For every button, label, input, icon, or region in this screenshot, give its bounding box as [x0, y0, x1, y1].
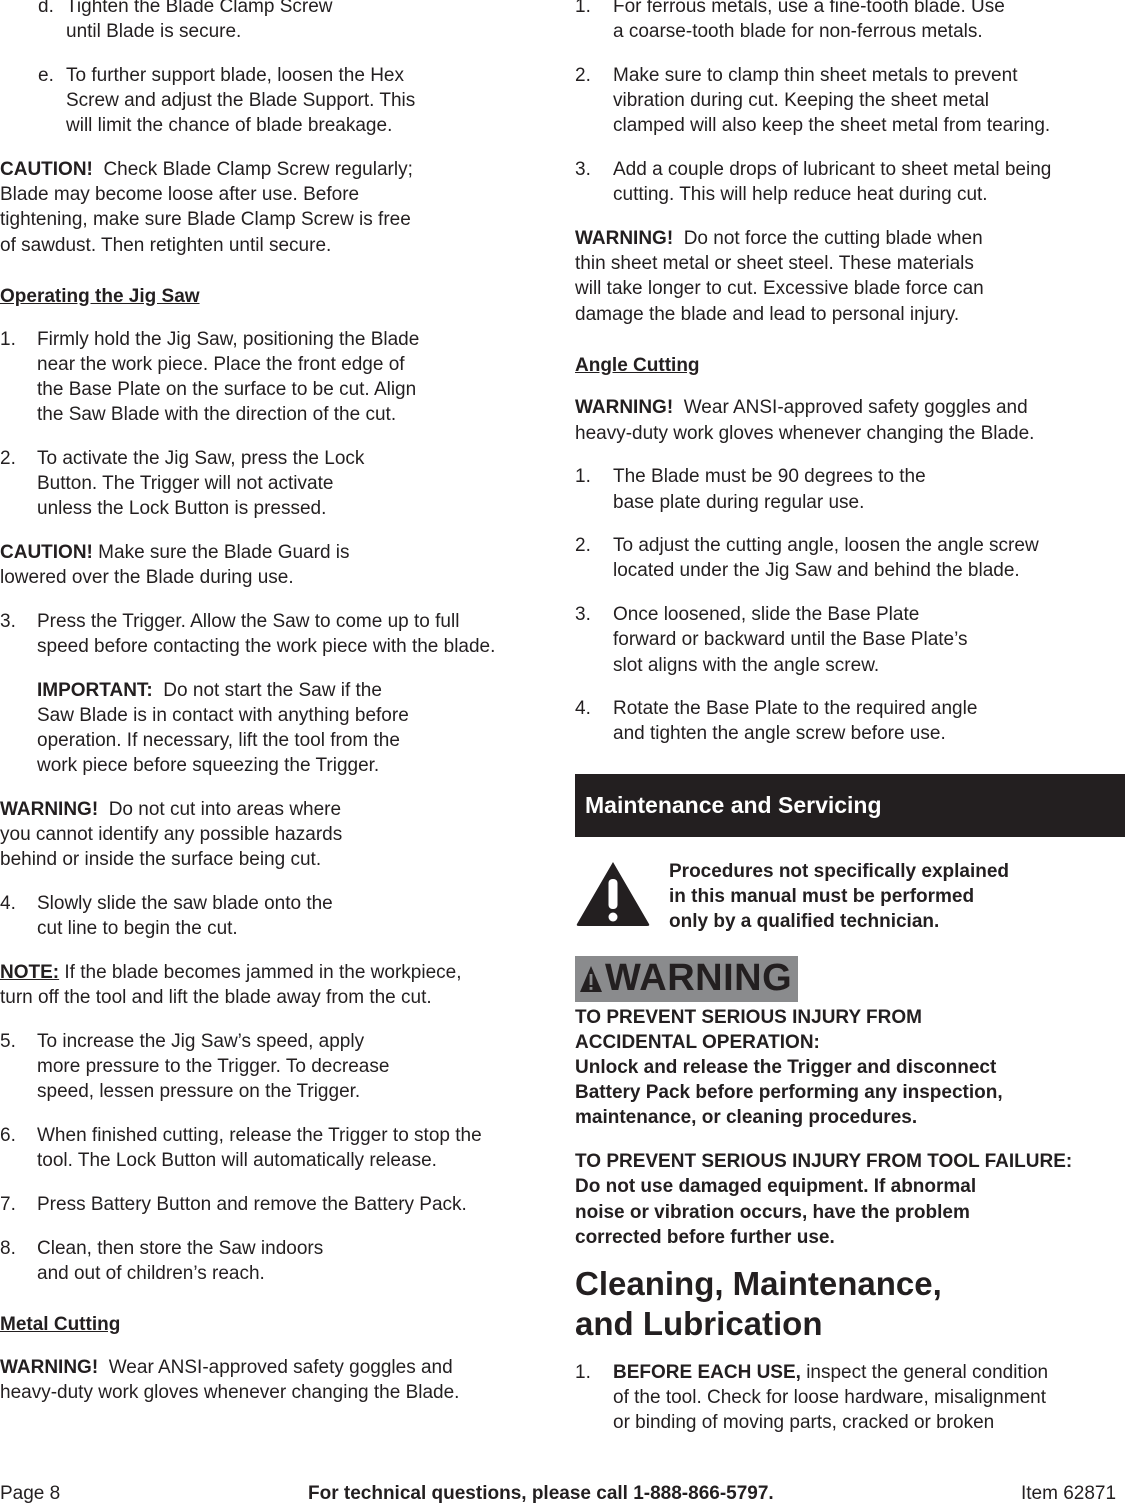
- operating-step: [0, 327, 548, 428]
- text-line: Press the Trigger. Allow the Saw to come up to full: [37, 610, 460, 632]
- text-line: Tighten the Blade Clamp Screw: [66, 0, 333, 17]
- text-line: Do not start the Saw if the: [152, 679, 382, 701]
- step-text: [613, 63, 1125, 139]
- step-text: [37, 609, 548, 659]
- exclamation-triangle-icon: [575, 859, 669, 934]
- step-number: 8.: [0, 1237, 16, 1259]
- step-text: [66, 0, 332, 44]
- text-line: or binding of moving parts, cracked or broken: [613, 1412, 995, 1434]
- step-text: [37, 891, 548, 941]
- text-line: heavy-duty work gloves whenever changing the Blade.: [575, 422, 1035, 444]
- warning-badge: [575, 956, 798, 1002]
- text-line: and tighten the angle screw before use.: [613, 723, 946, 745]
- text-line: you cannot identify any possible hazards: [0, 824, 343, 846]
- text-line: Once loosened, slide the Base Plate: [613, 604, 920, 626]
- step-number: 4.: [0, 893, 16, 915]
- step-number: 2.: [575, 64, 591, 86]
- text-line: For ferrous metals, use a fine-tooth blade. Use: [613, 0, 1005, 17]
- step-number: 2.: [575, 535, 591, 557]
- warning-angle-goggles: [575, 395, 1125, 445]
- angle-cutting-heading: Angle Cutting: [575, 354, 700, 376]
- cleaning-heading: [575, 1264, 1125, 1344]
- text-line: base plate during regular use.: [613, 491, 865, 513]
- step-text: [37, 1123, 548, 1173]
- text-line: located under the Jig Saw and behind the blade.: [613, 560, 1020, 582]
- text-line: TO PREVENT SERIOUS INJURY FROM: [575, 1006, 922, 1028]
- step-text: [613, 696, 1125, 746]
- text-line: Saw Blade is in contact with anything before: [37, 704, 409, 726]
- text-line: Screw and adjust the Blade Support. This: [66, 90, 416, 112]
- text-line: noise or vibration occurs, have the problem: [575, 1201, 970, 1223]
- label: WARNING!: [575, 227, 674, 249]
- text-line: and out of children’s reach.: [37, 1262, 265, 1284]
- text-line: in this manual must be performed: [669, 885, 975, 907]
- text-line: Do not cut into areas where: [98, 799, 342, 821]
- text-line: Clean, then store the Saw indoors: [37, 1237, 324, 1259]
- step-number: 1.: [575, 466, 591, 488]
- text-line: corrected before further use.: [575, 1226, 835, 1248]
- text-line: of the tool. Check for loose hardware, misalignment: [613, 1387, 1046, 1409]
- blade-sub-step: [38, 0, 548, 44]
- text-line: a coarse-tooth blade for non-ferrous metals.: [613, 21, 983, 43]
- text-line: Unlock and release the Trigger and disconnect: [575, 1057, 997, 1079]
- text-line: Wear ANSI-approved safety goggles and: [673, 397, 1028, 419]
- text-line: Procedures not specifically explained: [669, 860, 1010, 882]
- metal-step: [575, 63, 1125, 139]
- step-number: 6.: [0, 1125, 16, 1147]
- right-column: [575, 0, 1125, 1454]
- text-line: To further support blade, loosen the Hex: [66, 64, 404, 86]
- step-number: d.: [38, 0, 54, 17]
- maintenance-section-bar: Maintenance and Servicing: [575, 774, 1125, 837]
- step-text: [37, 327, 548, 428]
- label: NOTE:: [0, 962, 60, 984]
- operating-step: [0, 1236, 548, 1286]
- operating-step: [0, 1029, 548, 1105]
- step-number: 3.: [0, 610, 16, 632]
- text-line: vibration during cut. Keeping the sheet metal: [613, 90, 990, 112]
- technician-notice: [575, 859, 1125, 934]
- step-text: [66, 63, 415, 139]
- caution-clamp-screw: [0, 157, 548, 258]
- blade-sub-step: [38, 63, 548, 139]
- text-line: Cleaning, Maintenance,: [575, 1265, 942, 1302]
- text-line: cut line to begin the cut.: [37, 918, 238, 940]
- text-line: and Lubrication: [575, 1305, 823, 1342]
- operating-step: [0, 1192, 548, 1217]
- text-line: Slowly slide the saw blade onto the: [37, 893, 333, 915]
- footer-tech-support: For technical questions, please call 1-888-866-5797.: [308, 1483, 774, 1504]
- step-number: 3.: [575, 604, 591, 626]
- warning-metal-goggles: [0, 1355, 548, 1405]
- angle-step: [575, 696, 1125, 746]
- text-line: until Blade is secure.: [66, 21, 242, 43]
- important-note: [37, 678, 548, 779]
- text-line: slot aligns with the angle screw.: [613, 654, 880, 676]
- step-text: [613, 602, 1125, 678]
- text-line: speed, lessen pressure on the Trigger.: [37, 1081, 361, 1103]
- step-text: [613, 464, 1125, 514]
- label: IMPORTANT:: [37, 679, 153, 701]
- note-jammed-blade: [0, 960, 548, 1010]
- text-line: cutting. This will help reduce heat during cut.: [613, 184, 988, 206]
- text-line: Rotate the Base Plate to the required angle: [613, 698, 978, 720]
- warning-triangle-icon: [579, 964, 603, 994]
- cleaning-step: [575, 1360, 1125, 1436]
- metal-cutting-heading: Metal Cutting: [0, 1314, 121, 1336]
- text-line: lowered over the Blade during use.: [0, 567, 294, 589]
- notice-text: [669, 859, 1125, 934]
- operating-step: [0, 1123, 548, 1173]
- step-number: 1.: [575, 1362, 591, 1383]
- text-line: Do not use damaged equipment. If abnormal: [575, 1176, 977, 1198]
- text-line: maintenance, or cleaning procedures.: [575, 1107, 918, 1129]
- step-number: 4.: [575, 698, 591, 720]
- text-line: clamped will also keep the sheet metal from tearing.: [613, 115, 1051, 137]
- operating-step: [0, 891, 548, 941]
- text-line: Blade may become loose after use. Before: [0, 184, 360, 206]
- step-number: 5.: [0, 1031, 16, 1052]
- text-line: damage the blade and lead to personal injury.: [575, 303, 960, 325]
- text-line: will limit the chance of blade breakage.: [66, 115, 393, 137]
- metal-step: [575, 157, 1125, 207]
- label: WARNING!: [0, 799, 99, 821]
- footer-page-number: Page 8: [0, 1483, 61, 1504]
- text-line: inspect the general condition: [800, 1362, 1049, 1383]
- step-number: 3.: [575, 159, 591, 181]
- text-line: unless the Lock Button is pressed.: [37, 498, 327, 520]
- text-line: will take longer to cut. Excessive blade force can: [575, 278, 984, 300]
- text-line: of sawdust. Then retighten until secure.: [0, 234, 332, 256]
- text-line: To activate the Jig Saw, press the Lock: [37, 447, 365, 469]
- text-line: turn off the tool and lift the blade away from the cut.: [0, 987, 432, 1009]
- text-line: Add a couple drops of lubricant to sheet metal being: [613, 159, 1052, 181]
- text-line: the Saw Blade with the direction of the cut.: [37, 404, 397, 426]
- text-line: more pressure to the Trigger. To decrease: [37, 1056, 390, 1078]
- text-line: Button. The Trigger will not activate: [37, 473, 334, 495]
- label: WARNING!: [575, 397, 674, 419]
- text-line: forward or backward until the Base Plate’s: [613, 629, 968, 651]
- text-line: Make sure the Blade Guard is: [92, 541, 350, 563]
- step-number: 2.: [0, 447, 16, 469]
- text-line: Check Blade Clamp Screw regularly;: [92, 159, 413, 181]
- text-line: behind or inside the surface being cut.: [0, 849, 322, 871]
- step-number: 1.: [575, 0, 591, 17]
- left-column: [0, 0, 548, 1424]
- angle-step: [575, 602, 1125, 678]
- step-text: [613, 533, 1125, 583]
- text-line: TO PREVENT SERIOUS INJURY FROM TOOL FAILURE:: [575, 1151, 1073, 1173]
- text-line: tool. The Lock Button will automatically release.: [37, 1150, 437, 1172]
- text-line: The Blade must be 90 degrees to the: [613, 466, 926, 488]
- step-text: [613, 1360, 1125, 1436]
- text-line: Firmly hold the Jig Saw, positioning the Blade: [37, 328, 420, 350]
- step-text: [37, 446, 548, 522]
- text-line: only by a qualified technician.: [669, 911, 940, 933]
- label: CAUTION!: [0, 159, 93, 181]
- text-line: heavy-duty work gloves whenever changing the Blade.: [0, 1382, 460, 1404]
- text-line: work piece before squeezing the Trigger.: [37, 755, 380, 777]
- step-number: 7.: [0, 1194, 16, 1216]
- text-line: near the work piece. Place the front edge of: [37, 353, 405, 375]
- warning-force-blade: [575, 226, 1125, 327]
- text-line: speed before contacting the work piece with the blade.: [37, 636, 496, 658]
- caution-blade-guard: [0, 540, 548, 590]
- text-line: Make sure to clamp thin sheet metals to prevent: [613, 64, 1018, 86]
- operating-step: [0, 446, 548, 522]
- text-line: thin sheet metal or sheet steel. These materials: [575, 253, 974, 275]
- label: BEFORE EACH USE,: [613, 1362, 801, 1383]
- step-text: [37, 1236, 548, 1286]
- warning-hazards: [0, 797, 548, 873]
- step-text: [613, 0, 1125, 44]
- text-line: To increase the Jig Saw’s speed, apply: [37, 1031, 365, 1052]
- step-number: 1.: [0, 328, 16, 350]
- step-number: e.: [38, 64, 54, 86]
- prevent-tool-failure: [575, 1149, 1125, 1250]
- text-line: the Base Plate on the surface to be cut. Align: [37, 378, 417, 400]
- prevent-accidental-operation: [575, 1005, 1125, 1131]
- text-line: Wear ANSI-approved safety goggles and: [98, 1356, 453, 1378]
- angle-step: [575, 533, 1125, 583]
- text-line: To adjust the cutting angle, loosen the angle screw: [613, 535, 1039, 557]
- text-line: ACCIDENTAL OPERATION:: [575, 1031, 820, 1053]
- metal-step: [575, 0, 1125, 44]
- text-line: operation. If necessary, lift the tool from the: [37, 730, 400, 752]
- footer-item-number: Item 62871: [1021, 1483, 1117, 1504]
- label: WARNING!: [0, 1356, 99, 1378]
- operating-step: [0, 609, 548, 659]
- text-line: When finished cutting, release the Trigger to stop the: [37, 1125, 482, 1147]
- label: CAUTION!: [0, 541, 93, 563]
- text-line: Press Battery Button and remove the Battery Pack.: [37, 1194, 467, 1216]
- text-line: Do not force the cutting blade when: [673, 227, 983, 249]
- angle-step: [575, 464, 1125, 514]
- step-text: [37, 1029, 548, 1105]
- text-line: Battery Pack before performing any inspection,: [575, 1082, 1003, 1104]
- text-line: tightening, make sure Blade Clamp Screw is free: [0, 209, 411, 231]
- step-text: [37, 1192, 548, 1217]
- warning-badge-label: WARNING: [605, 957, 793, 1000]
- text-line: If the blade becomes jammed in the workpiece,: [59, 962, 462, 984]
- operating-heading: Operating the Jig Saw: [0, 285, 200, 307]
- step-text: [613, 157, 1125, 207]
